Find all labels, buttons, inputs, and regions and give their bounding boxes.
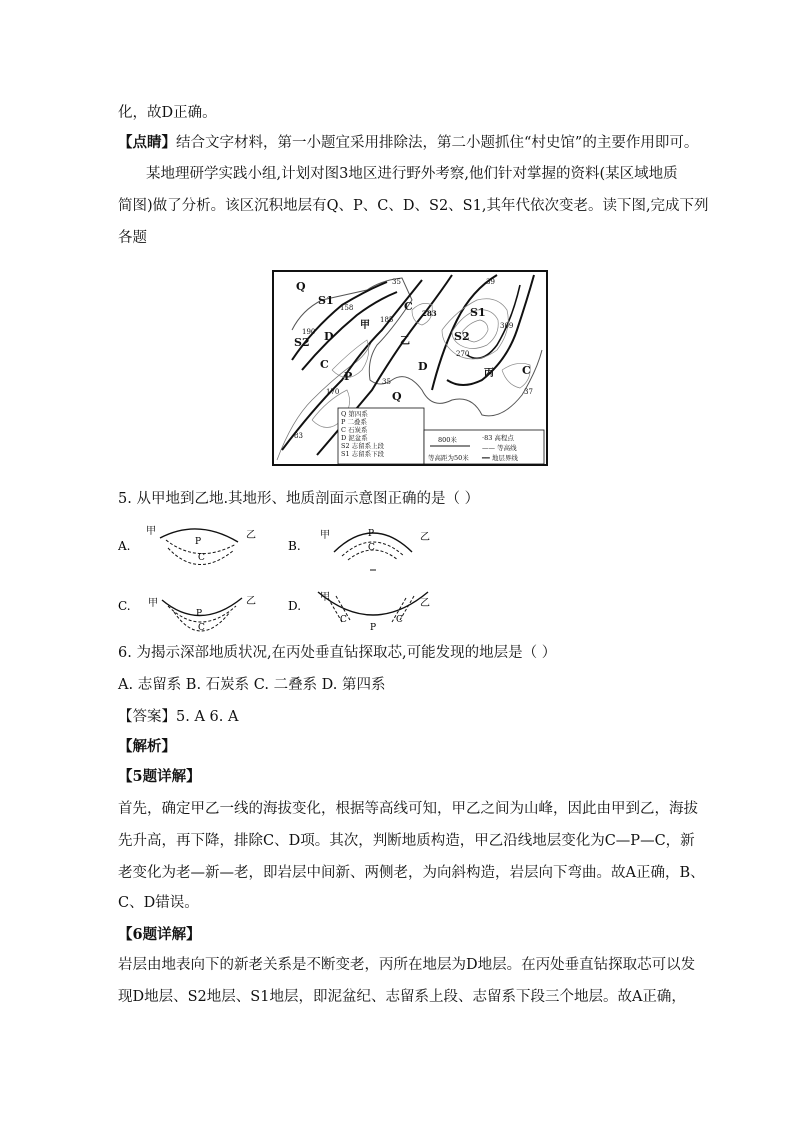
option-d-profile bbox=[288, 588, 448, 648]
map-number: 158 bbox=[340, 304, 354, 312]
tip-head: 【点睛】 bbox=[118, 134, 176, 151]
option-a-profile bbox=[118, 520, 278, 580]
map-number: 39 bbox=[486, 278, 495, 286]
legend2-item: ━━ 地层界线 bbox=[482, 454, 518, 462]
sub5-heading: 【5题详解】 bbox=[118, 768, 201, 785]
map-number: 283 bbox=[422, 309, 437, 318]
option-c-c: C bbox=[198, 623, 205, 633]
option-a-p: P bbox=[195, 537, 202, 547]
legend-item: P 二叠系 bbox=[341, 418, 367, 426]
question-5: 5. 从甲地到乙地.其地形、地质剖面示意图正确的是（ ） bbox=[118, 491, 480, 507]
option-c-start: 甲 bbox=[148, 598, 158, 609]
map-label-P: P bbox=[344, 370, 353, 383]
map-label-Q: Q bbox=[296, 280, 306, 293]
option-c-p: P bbox=[196, 609, 203, 619]
option-b-profile bbox=[288, 520, 448, 580]
option-d-p: P bbox=[370, 623, 377, 633]
legend-item: S2 志留系上段 bbox=[341, 442, 385, 450]
answer-line: 【答案】5. A 6. A bbox=[118, 709, 239, 725]
map-number: 185 bbox=[380, 316, 394, 324]
scale-label: 800米 bbox=[438, 436, 457, 444]
option-d-start: 甲 bbox=[320, 592, 330, 603]
p5-line-3: 老变化为老—新—老，即岩层中间新、两侧老，为向斜构造，岩层向下弯曲。故A正确，B、 bbox=[118, 865, 705, 881]
option-a-c: C bbox=[198, 553, 205, 563]
option-a-label: A. bbox=[118, 539, 131, 553]
map-label-C3: C bbox=[522, 364, 531, 377]
map-label-S2: S2 bbox=[294, 336, 310, 349]
legend-item: D 泥盆系 bbox=[341, 434, 368, 442]
option-c-profile bbox=[118, 588, 278, 648]
legend-item: S1 志留系下段 bbox=[341, 450, 385, 458]
option-b-p: P bbox=[368, 529, 375, 539]
map-number: 35 bbox=[392, 278, 401, 286]
map-label-C: C bbox=[320, 358, 329, 371]
p5-line-1: 首先，确定甲乙一线的海拔变化，根据等高线可知，甲乙之间为山峰，因此由甲到乙，海拔 bbox=[118, 801, 698, 817]
p6-line-2: 现D地层、S2地层、S1地层，即泥盆纪、志留系上段、志留系下段三个地层。故A正确， bbox=[118, 989, 686, 1005]
map-label-jia: 甲 bbox=[360, 320, 370, 331]
material-line-3: 各题 bbox=[118, 230, 147, 246]
option-a-start: 甲 bbox=[146, 526, 156, 537]
option-d-c2: C bbox=[396, 615, 403, 625]
map-number: 309 bbox=[500, 322, 514, 330]
p5-line-2: 先升高，再下降，排除C、D项。其次，判断地质构造，甲乙沿线地层变化为C—P—C，新 bbox=[118, 833, 695, 849]
map-number: 83 bbox=[294, 432, 303, 440]
map-label-S1b: S1 bbox=[470, 306, 486, 319]
option-d-end: 乙 bbox=[420, 598, 430, 609]
map-label-S1: S1 bbox=[318, 294, 334, 307]
question-6-options: A. 志留系 B. 石炭系 C. 二叠系 D. 第四系 bbox=[118, 677, 386, 693]
map-label-D2: D bbox=[418, 360, 428, 373]
map-number: 190 bbox=[302, 328, 316, 336]
option-d-c1: C bbox=[340, 615, 347, 625]
map-label-D: D bbox=[324, 330, 334, 343]
map-label-C2: C bbox=[404, 300, 413, 313]
option-b-c: C bbox=[368, 543, 375, 553]
tip-body: 结合文字材料，第一小题宜采用排除法，第二小题抓住“村史馆”的主要作用即可。 bbox=[176, 135, 699, 151]
analysis-heading: 【解析】 bbox=[118, 738, 176, 755]
geology-map bbox=[272, 270, 548, 466]
map-label-S2b: S2 bbox=[454, 330, 470, 343]
p6-line-1: 岩层由地表向下的新老关系是不断变老，丙所在地层为D地层。在丙处垂直钻探取芯可以发 bbox=[118, 957, 696, 973]
legend2-item: —— 等高线 bbox=[482, 444, 517, 452]
map-label-yi: 乙 bbox=[400, 336, 410, 347]
tip-line bbox=[118, 133, 698, 153]
map-label-Q2: Q bbox=[392, 390, 402, 403]
p5-line-4: C、D错误。 bbox=[118, 895, 199, 911]
option-d-label: D. bbox=[288, 599, 302, 613]
legend2-item: ·83 高程点 bbox=[482, 434, 514, 442]
option-b-label: B. bbox=[288, 539, 301, 553]
map-number: 270 bbox=[456, 350, 470, 358]
text-line: 化，故D正确。 bbox=[118, 105, 217, 121]
material-line-1: 某地理研学实践小组,计划对图3地区进行野外考察,他们针对掌握的资料(某区域地质 bbox=[146, 166, 678, 182]
map-label-bing: 丙 bbox=[484, 368, 494, 379]
option-c-end: 乙 bbox=[246, 596, 256, 607]
sub6-heading: 【6题详解】 bbox=[118, 926, 201, 943]
option-a-end: 乙 bbox=[246, 530, 256, 541]
option-b-end: 乙 bbox=[420, 532, 430, 543]
option-c-label: C. bbox=[118, 599, 131, 613]
map-number: 35 bbox=[382, 378, 391, 386]
material-line-2: 简图)做了分析。该区沉积地层有Q、P、C、D、S2、S1,其年代依次变老。读下图,完成下列 bbox=[118, 198, 709, 214]
map-number: 170 bbox=[326, 388, 340, 396]
option-b-start: 甲 bbox=[320, 530, 330, 541]
question-6: 6. 为揭示深部地质状况,在丙处垂直钻探取芯,可能发现的地层是（ ） bbox=[118, 645, 557, 661]
legend-item: Q 第四系 bbox=[341, 410, 368, 418]
map-number: 37 bbox=[524, 388, 533, 396]
legend-item: C 石炭系 bbox=[341, 426, 368, 434]
contour-note: 等高距为50米 bbox=[428, 454, 469, 462]
